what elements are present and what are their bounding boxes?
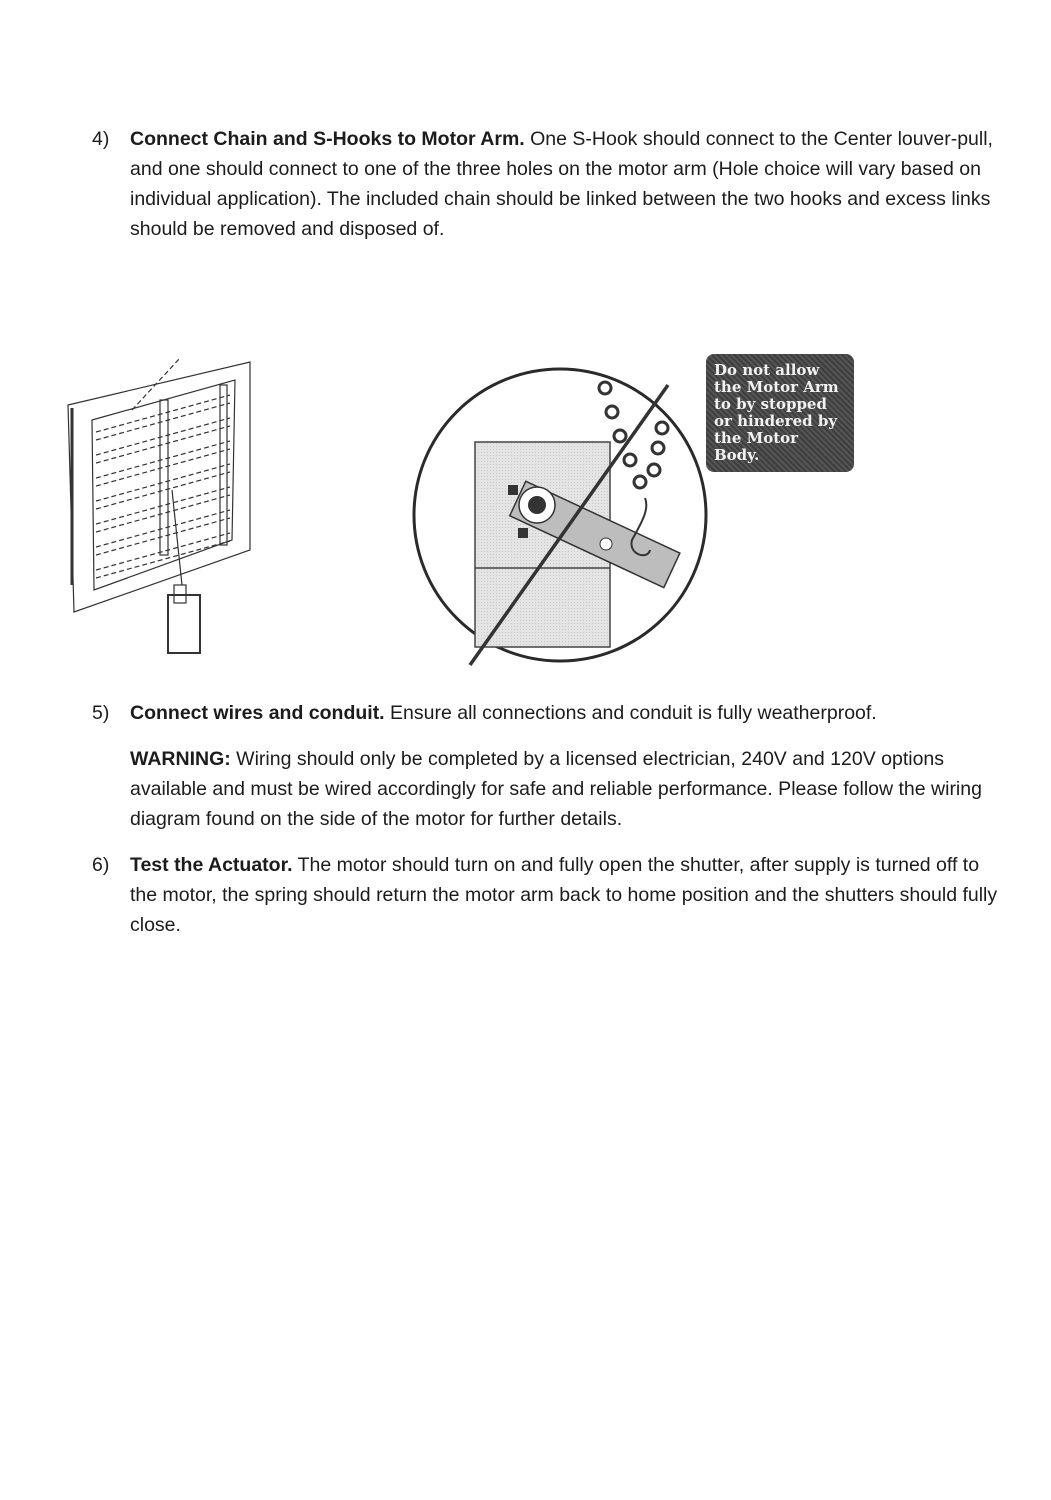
warning-label: WARNING: [130, 748, 231, 770]
step-number: 5) [92, 702, 110, 724]
step-text: The motor should turn on and fully open the shutter, after supply is turned off to the motor, the spring should return the motor arm back to home position and the shutters should fully close. [130, 854, 998, 936]
step-title: Connect wires and conduit. [130, 702, 385, 724]
step-text: One S-Hook should connect to the Center louver-pull, and one should connect to one of the three holes on the motor arm (Hole choice will vary based on individual application). The included chain should be linked between the two hooks and excess links should be removed and disposed of. [130, 128, 993, 240]
step-body [130, 698, 1002, 728]
warning-text: Wiring should only be completed by a licensed electrician, 240V and 120V options available and must be wired accordingly for safe and reliable performance. Please follow the wiring diagram found on the side of the motor for further details. [130, 748, 982, 830]
step-4 [92, 124, 1002, 244]
warning-paragraph [130, 744, 1010, 834]
step-title: Connect Chain and S-Hooks to Motor Arm. [130, 128, 525, 150]
step-number: 6) [92, 854, 110, 876]
step-5 [92, 698, 1002, 728]
louver-diagram [60, 350, 280, 670]
step-body [130, 850, 1002, 940]
step-text: Ensure all connections and conduit is fully weatherproof. [384, 702, 877, 724]
step-6 [92, 850, 1002, 940]
step-title: Test the Actuator. [130, 854, 293, 876]
step-number: 4) [92, 128, 110, 150]
motor-arm-diagram [400, 350, 720, 670]
step-body [130, 124, 1002, 244]
caution-note: Do not allow the Motor Arm to by stopped or hindered by the Motor Body. [706, 354, 854, 472]
